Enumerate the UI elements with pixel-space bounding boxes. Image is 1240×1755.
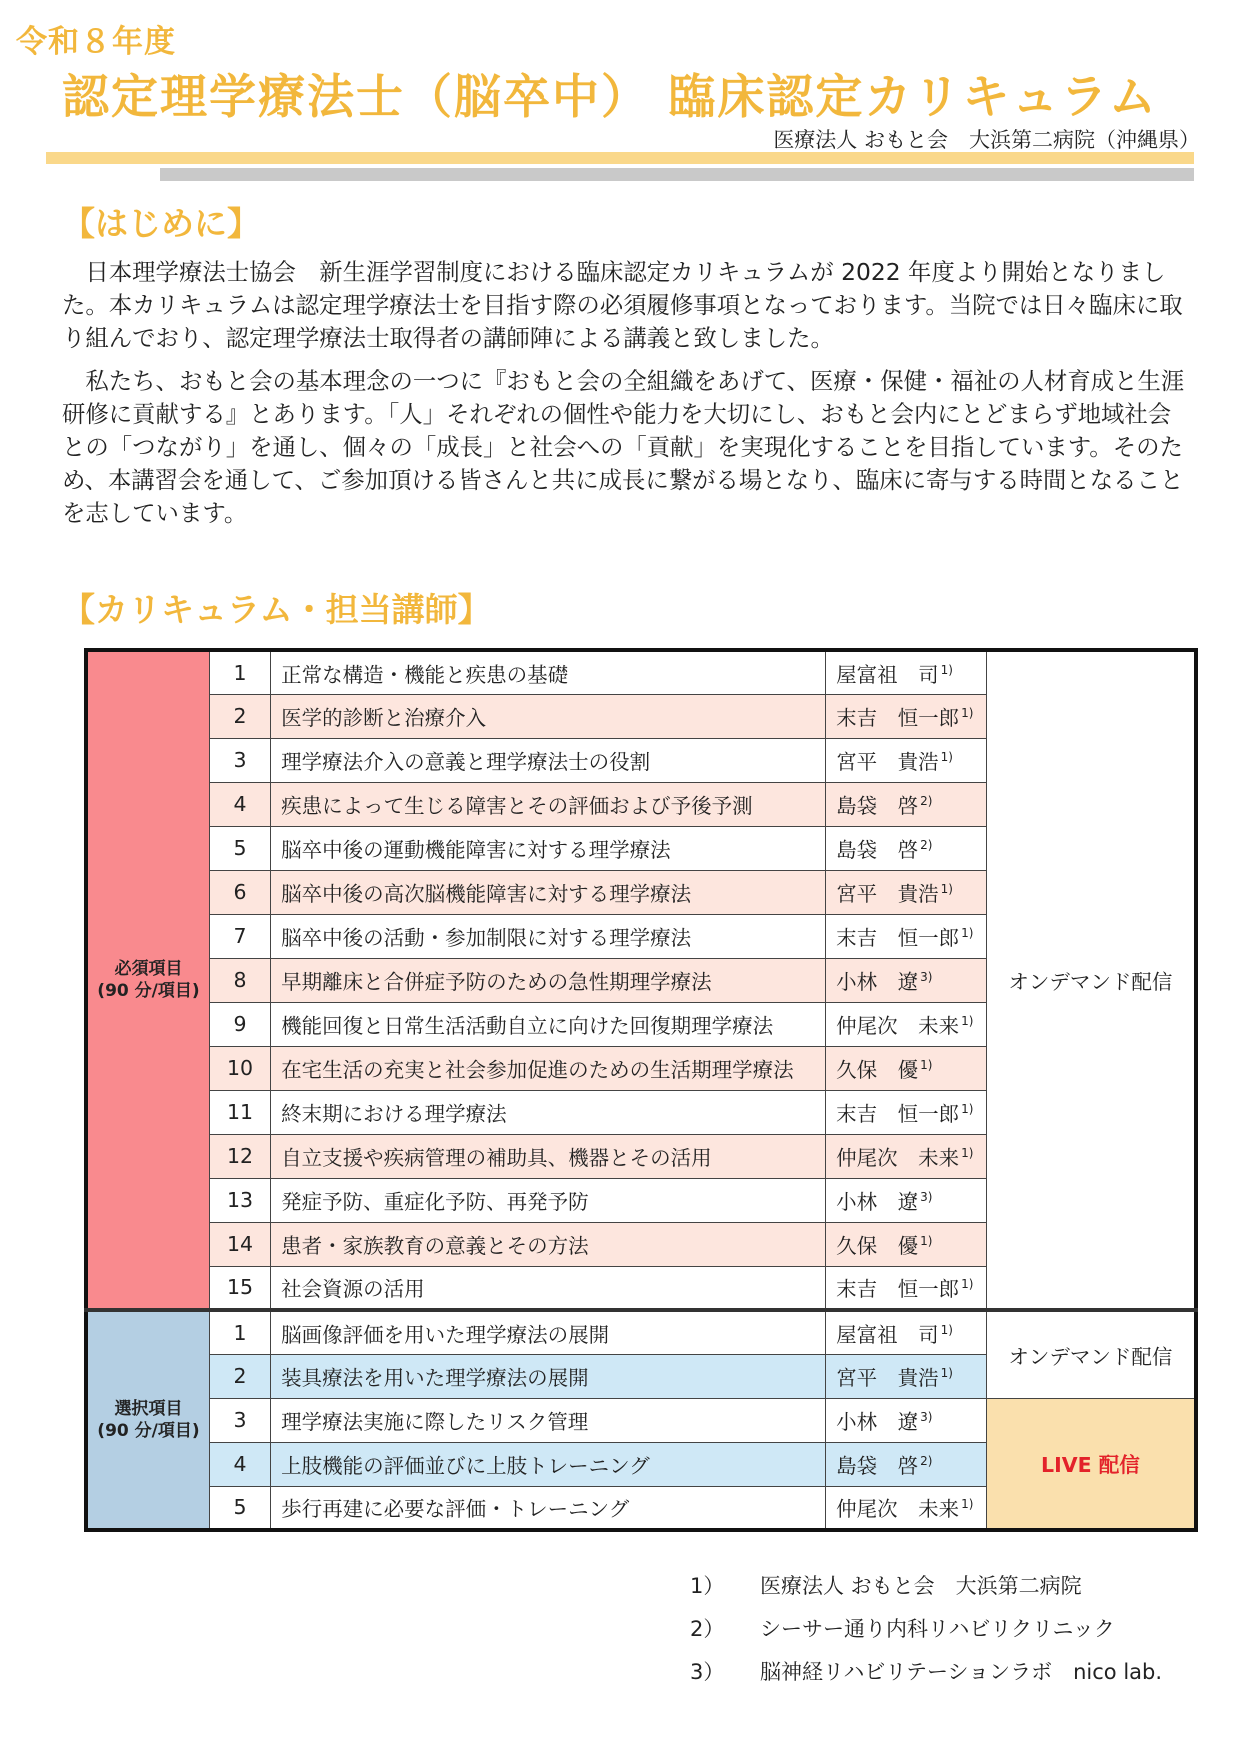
- lecturer-affiliation-ref: 1): [940, 1366, 953, 1381]
- footnotes: [690, 1570, 1162, 1699]
- lecturer-name: 久保 優: [836, 1058, 919, 1082]
- lecturer-cell: [826, 1266, 987, 1310]
- lecturer-affiliation-ref: 1): [961, 926, 974, 941]
- optional-label: 選択項目: [114, 1399, 183, 1419]
- topic-cell: 装具療法を用いた理学療法の展開: [271, 1354, 826, 1398]
- lecturer-affiliation-ref: 3): [920, 1190, 933, 1205]
- lecturer-cell: [826, 958, 987, 1002]
- topic-cell: 疾患によって生じる障害とその評価および予後予測: [271, 782, 826, 826]
- item-number: 1: [209, 1310, 270, 1354]
- lecturer-cell: [826, 782, 987, 826]
- curriculum-heading: 【カリキュラム・担当講師】: [62, 590, 491, 629]
- lecturer-affiliation-ref: 1): [940, 1322, 953, 1337]
- lecturer-cell: [826, 1090, 987, 1134]
- intro-paragraph-1: 日本理学療法士協会 新生涯学習制度における臨床認定カリキュラムが 2022 年度より開始となりました。本カリキュラムは認定理学療法士を目指す際の必須履修事項となっております。当院では日々臨床に取り組んでおり、認定理学療法士取得者の講師陣による講義と致しました。: [62, 258, 1183, 352]
- topic-cell: 機能回復と日常生活活動自立に向けた回復期理学療法: [271, 1002, 826, 1046]
- item-number: 4: [209, 1442, 270, 1486]
- lecturer-cell: [826, 1222, 987, 1266]
- intro-heading: 【はじめに】: [62, 204, 260, 243]
- topic-cell: 脳卒中後の活動・参加制限に対する理学療法: [271, 914, 826, 958]
- item-number: 15: [209, 1266, 270, 1310]
- item-number: 9: [209, 1002, 270, 1046]
- lecturer-cell: [826, 1002, 987, 1046]
- item-number: 8: [209, 958, 270, 1002]
- topic-cell: 歩行再建に必要な評価・トレーニング: [271, 1486, 826, 1530]
- lecturer-affiliation-ref: 1): [961, 1277, 974, 1292]
- lecturer-name: 宮平 貴浩: [836, 1366, 939, 1390]
- table-row: [86, 1398, 1196, 1442]
- lecturer-cell: [826, 1134, 987, 1178]
- lecturer-name: 小林 遼: [836, 1410, 919, 1434]
- lecturer-name: 島袋 啓: [836, 838, 919, 862]
- lecturer-name: 屋富祖 司: [836, 1322, 939, 1347]
- item-number: 5: [209, 1486, 270, 1530]
- lecturer-name: 久保 優: [836, 1234, 919, 1258]
- intro-text: [62, 256, 1192, 540]
- lecturer-name: 仲尾次 未来: [836, 1497, 960, 1522]
- lecturer-cell: [826, 1398, 987, 1442]
- footnote: 2） シーサー通り内科リハビリクリニック: [690, 1617, 1115, 1641]
- lecturer-name: 末吉 恒一郎: [836, 1277, 960, 1302]
- topic-cell: 早期離床と合併症予防のための急性期理学療法: [271, 958, 826, 1002]
- lecturer-affiliation-ref: 1): [940, 662, 953, 677]
- item-number: 3: [209, 738, 270, 782]
- item-number: 12: [209, 1134, 270, 1178]
- lecturer-affiliation-ref: 3): [920, 970, 933, 985]
- lecturer-affiliation-ref: 1): [940, 882, 953, 897]
- required-label: 必須項目: [114, 959, 183, 979]
- item-number: 7: [209, 914, 270, 958]
- page-title: 認定理学療法士（脳卒中） 臨床認定カリキュラム: [62, 70, 1158, 125]
- lecturer-name: 宮平 貴浩: [836, 882, 939, 906]
- lecturer-affiliation-ref: 1): [940, 750, 953, 765]
- organization-name: 医療法人 おもと会 大浜第二病院（沖縄県）: [773, 128, 1200, 152]
- header-divider-gold: [46, 152, 1194, 164]
- lecturer-cell: [826, 1178, 987, 1222]
- lecturer-name: 末吉 恒一郎: [836, 1102, 960, 1126]
- topic-cell: 理学療法介入の意義と理学療法士の役割: [271, 738, 826, 782]
- lecturer-affiliation-ref: 2): [920, 1454, 933, 1469]
- topic-cell: 脳卒中後の高次脳機能障害に対する理学療法: [271, 870, 826, 914]
- topic-cell: 患者・家族教育の意義とその方法: [271, 1222, 826, 1266]
- lecturer-affiliation-ref: 1): [961, 1146, 974, 1161]
- item-number: 11: [209, 1090, 270, 1134]
- lecturer-name: 小林 遼: [836, 970, 919, 994]
- lecturer-cell: [826, 738, 987, 782]
- lecturer-cell: [826, 1442, 987, 1486]
- item-number: 10: [209, 1046, 270, 1090]
- lecturer-affiliation-ref: 2): [920, 838, 933, 853]
- lecturer-cell: [826, 694, 987, 738]
- curriculum-table: [84, 648, 1198, 1532]
- lecturer-affiliation-ref: 1): [961, 1497, 974, 1512]
- lecturer-cell: [826, 870, 987, 914]
- lecturer-affiliation-ref: 1): [961, 706, 974, 721]
- item-number: 2: [209, 1354, 270, 1398]
- intro-paragraph-2: 私たち、おもと会の基本理念の一つに『おもと会の全組織をあげて、医療・保健・福祉の人材育成と生涯研修に貢献する』とあります。「人」それぞれの個性や能力を大切にし、おもと会内にとどまらず地域社会との「つながり」を通し、個々の「成長」と社会への「貢献」を実現化することを目指しています。そのため、本講習会を通して、ご参加頂ける皆さんと共に成長に繋がる場となり、臨床に寄与する時間となることを志しています。: [62, 367, 1185, 527]
- lecturer-affiliation-ref: 1): [961, 1102, 974, 1117]
- required-delivery-cell: オンデマンド配信: [986, 650, 1196, 1310]
- topic-cell: 理学療法実施に際したリスク管理: [271, 1398, 826, 1442]
- fiscal-year: 令和８年度: [16, 24, 176, 60]
- item-number: 5: [209, 826, 270, 870]
- optional-category-cell: [86, 1310, 209, 1530]
- item-number: 14: [209, 1222, 270, 1266]
- lecturer-affiliation-ref: 1): [961, 1014, 974, 1029]
- topic-cell: 自立支援や疾病管理の補助具、機器とその活用: [271, 1134, 826, 1178]
- live-delivery-cell: LIVE 配信: [986, 1398, 1196, 1530]
- required-category-cell: [86, 650, 209, 1310]
- topic-cell: 医学的診断と治療介入: [271, 694, 826, 738]
- lecturer-cell: [826, 1046, 987, 1090]
- lecturer-affiliation-ref: 1): [920, 1058, 933, 1073]
- item-number: 1: [209, 650, 270, 694]
- lecturer-cell: [826, 826, 987, 870]
- lecturer-name: 末吉 恒一郎: [836, 706, 960, 730]
- lecturer-name: 仲尾次 未来: [836, 1146, 960, 1170]
- topic-cell: 脳画像評価を用いた理学療法の展開: [271, 1310, 826, 1354]
- lecturer-name: 島袋 啓: [836, 1454, 919, 1478]
- item-number: 2: [209, 694, 270, 738]
- topic-cell: 終末期における理学療法: [271, 1090, 826, 1134]
- optional-duration: (90 分/項目): [97, 1421, 200, 1441]
- footnote: 1） 医療法人 おもと会 大浜第二病院: [690, 1574, 1082, 1598]
- ondemand-delivery-cell: オンデマンド配信: [986, 1310, 1196, 1398]
- required-duration: (90 分/項目): [97, 981, 200, 1001]
- lecturer-affiliation-ref: 3): [920, 1410, 933, 1425]
- lecturer-affiliation-ref: 1): [920, 1234, 933, 1249]
- lecturer-affiliation-ref: 2): [920, 794, 933, 809]
- lecturer-name: 島袋 啓: [836, 794, 919, 818]
- lecturer-cell: [826, 1310, 987, 1354]
- lecturer-name: 仲尾次 未来: [836, 1014, 960, 1038]
- lecturer-name: 末吉 恒一郎: [836, 926, 960, 950]
- topic-cell: 上肢機能の評価並びに上肢トレーニング: [271, 1442, 826, 1486]
- lecturer-cell: [826, 650, 987, 694]
- item-number: 3: [209, 1398, 270, 1442]
- topic-cell: 在宅生活の充実と社会参加促進のための生活期理学療法: [271, 1046, 826, 1090]
- lecturer-cell: [826, 1354, 987, 1398]
- table-row: [86, 650, 1196, 694]
- lecturer-name: 宮平 貴浩: [836, 750, 939, 774]
- lecturer-cell: [826, 914, 987, 958]
- footnote: 3） 脳神経リハビリテーションラボ nico lab.: [690, 1660, 1163, 1684]
- item-number: 4: [209, 782, 270, 826]
- topic-cell: 社会資源の活用: [271, 1266, 826, 1310]
- lecturer-name: 屋富祖 司: [836, 662, 939, 687]
- topic-cell: 正常な構造・機能と疾患の基礎: [271, 650, 826, 694]
- item-number: 6: [209, 870, 270, 914]
- lecturer-cell: [826, 1486, 987, 1530]
- table-row: [86, 1310, 1196, 1354]
- lecturer-name: 小林 遼: [836, 1190, 919, 1214]
- topic-cell: 発症予防、重症化予防、再発予防: [271, 1178, 826, 1222]
- item-number: 13: [209, 1178, 270, 1222]
- topic-cell: 脳卒中後の運動機能障害に対する理学療法: [271, 826, 826, 870]
- header-divider-gray: [160, 168, 1194, 181]
